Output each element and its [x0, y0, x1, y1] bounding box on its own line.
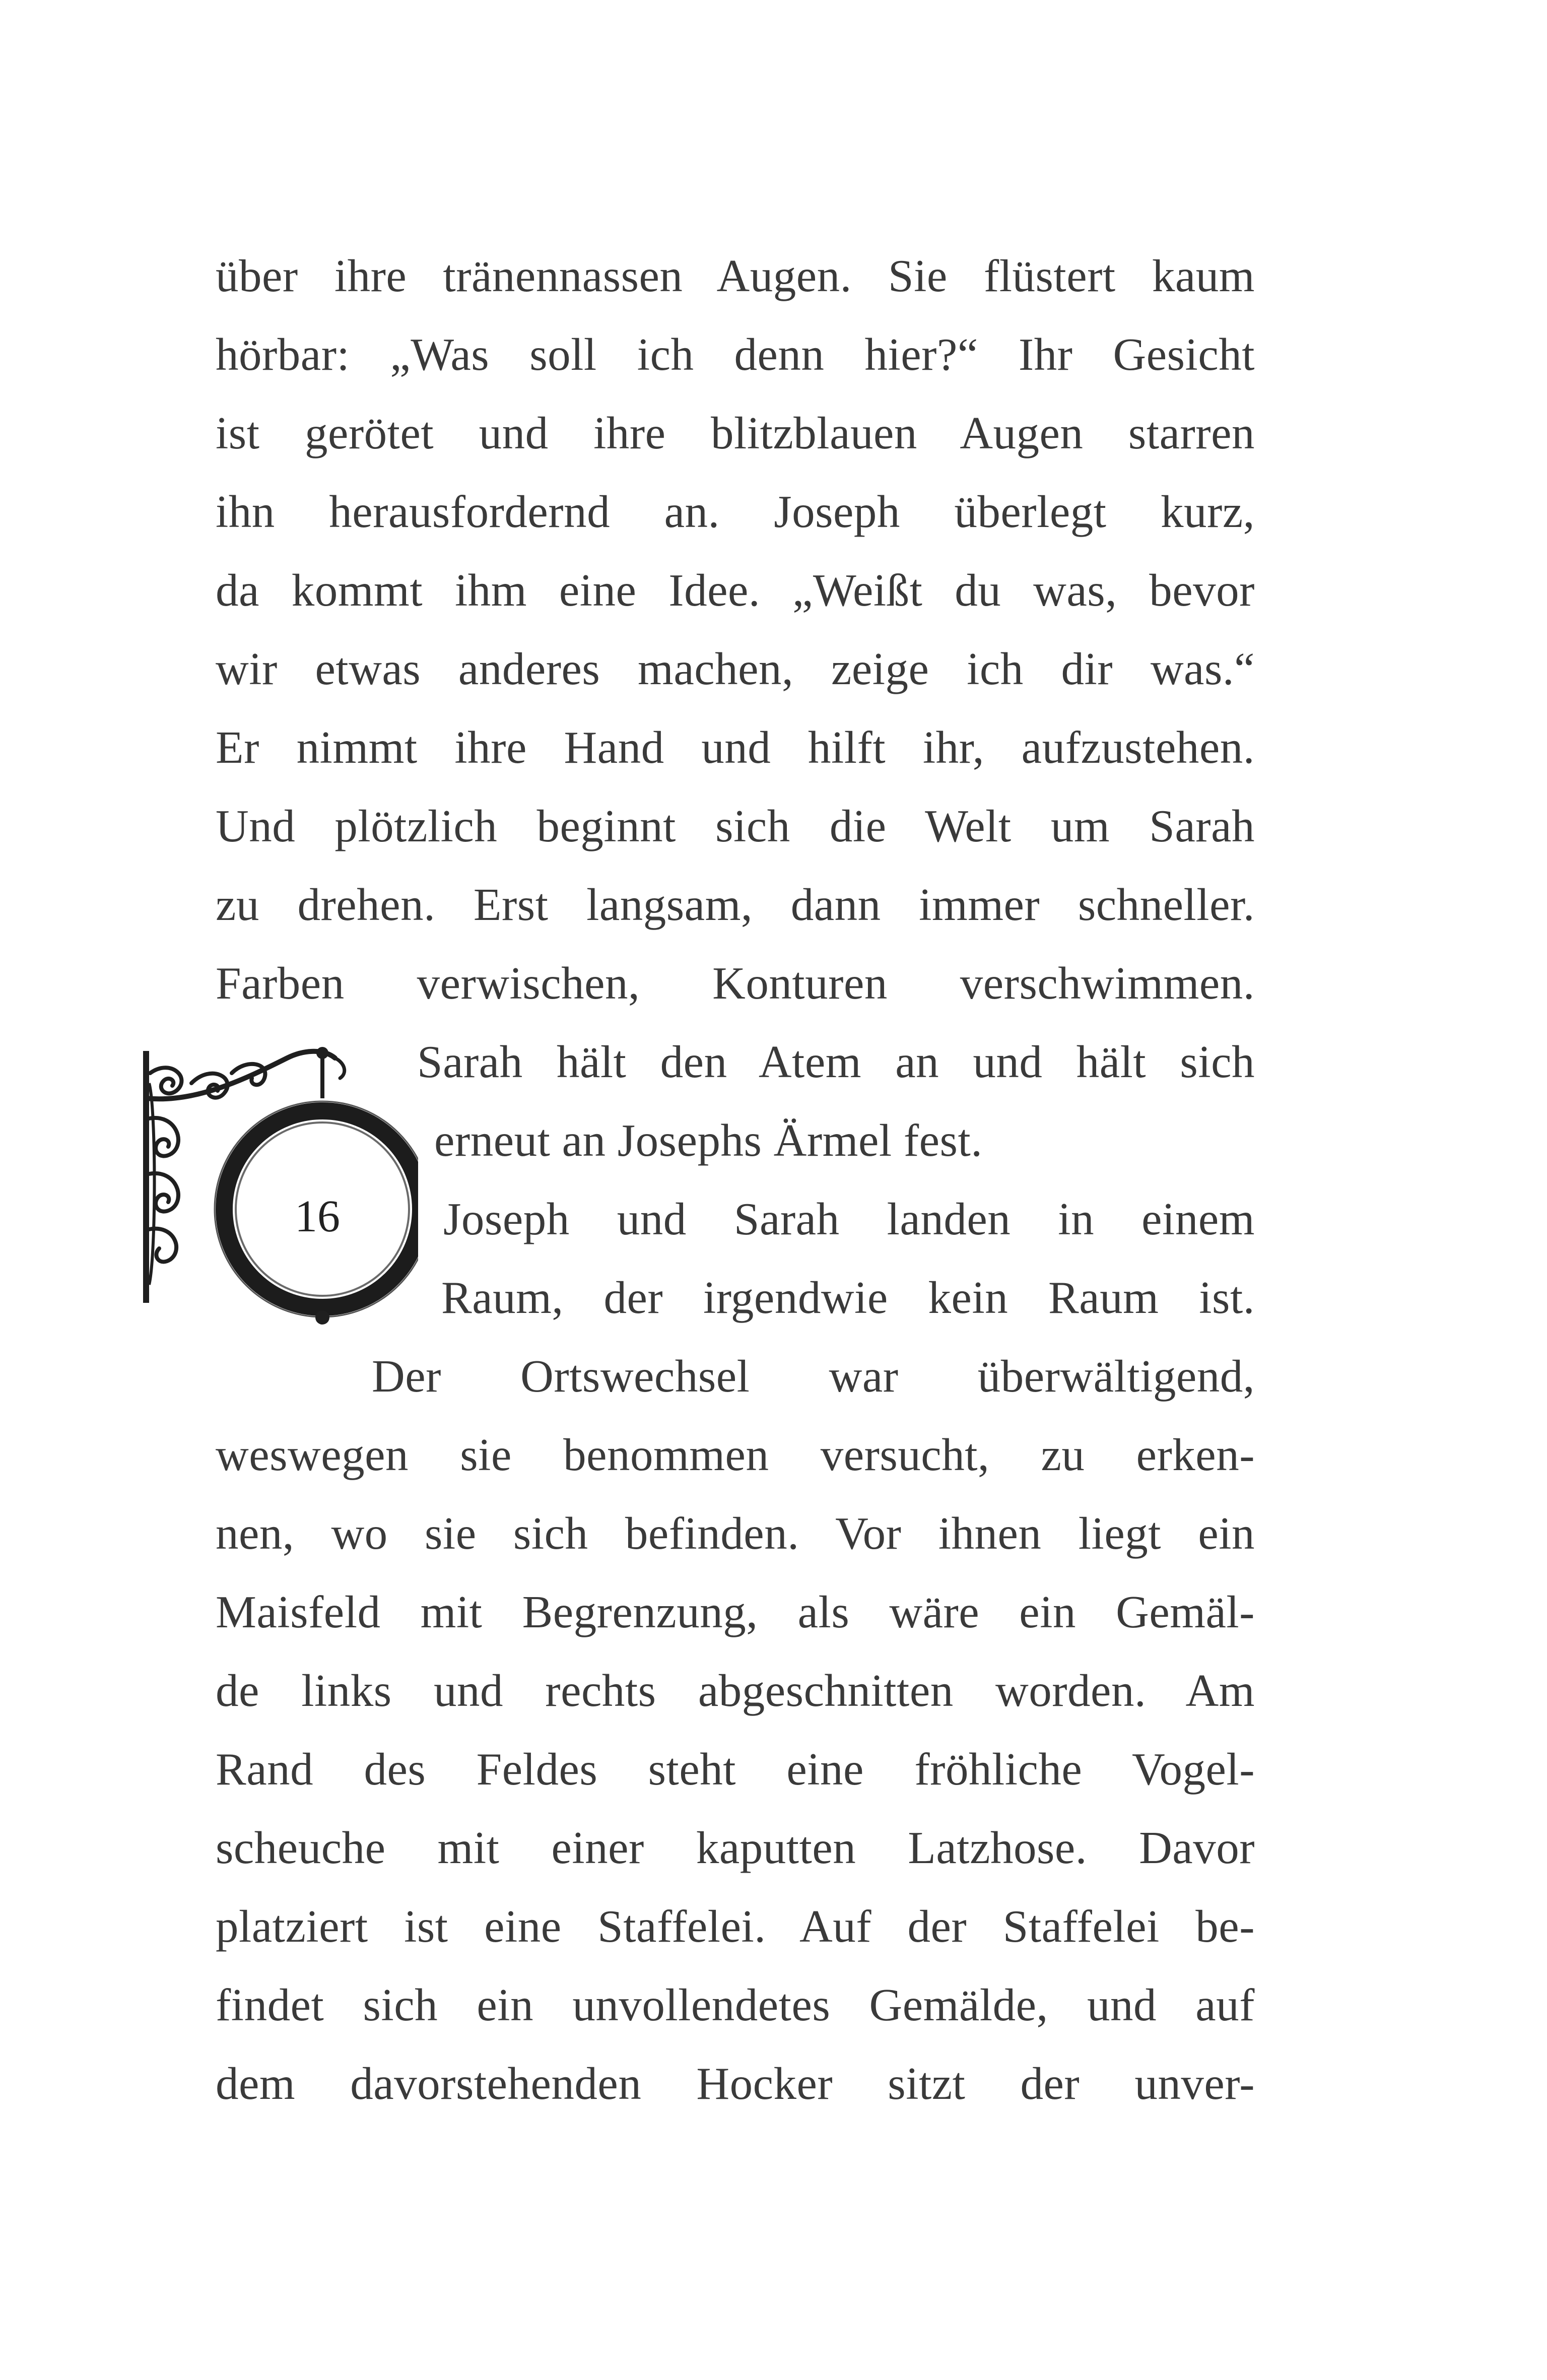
text-line-16: weswegen sie benommen versucht, zu erken-: [216, 1429, 1255, 1480]
text-line-14: Raum, der irgendwie kein Raum ist.: [441, 1272, 1255, 1323]
text-line-8: Und plötzlich beginnt sich die Welt um Sarah: [216, 801, 1255, 851]
text-line-2: hörbar: „Was soll ich denn hier?“ Ihr Gesicht: [216, 329, 1255, 380]
text-line-11: Sarah hält den Atem an und hält sich: [417, 1036, 1255, 1087]
text-line-9: zu drehen. Erst langsam, dann immer schneller.: [216, 879, 1255, 930]
text-line-4: ihn herausfordernd an. Joseph überlegt kurz,: [216, 486, 1255, 537]
text-line-18: Maisfeld mit Begrenzung, als wäre ein Gemäl-: [216, 1586, 1255, 1637]
text-line-15: Der Ortswechsel war überwältigend,: [372, 1351, 1255, 1402]
text-line-23: findet sich ein unvollendetes Gemälde, und auf: [216, 1979, 1255, 2030]
text-line-5: da kommt ihm eine Idee. „Weißt du was, bevor: [216, 565, 1255, 616]
text-line-19: de links und rechts abgeschnitten worden. Am: [216, 1665, 1255, 1716]
text-line-13: Joseph und Sarah landen in einem: [443, 1194, 1255, 1244]
text-line-10: Farben verwischen, Konturen verschwimmen.: [216, 958, 1255, 1009]
text-line-24: dem davorstehenden Hocker sitzt der unver-: [216, 2058, 1255, 2109]
text-line-12: erneut an Josephs Ärmel fest.: [434, 1115, 983, 1166]
text-line-17: nen, wo sie sich befinden. Vor ihnen liegt ein: [216, 1508, 1255, 1559]
text-line-6: wir etwas anderes machen, zeige ich dir was.“: [216, 643, 1255, 694]
text-line-1: über ihre tränennassen Augen. Sie flüstert kaum: [216, 250, 1255, 301]
text-line-7: Er nimmt ihre Hand und hilft ihr, aufzustehen.: [216, 722, 1255, 773]
text-line-3: ist gerötet und ihre blitzblauen Augen starren: [216, 408, 1255, 458]
text-line-22: platziert ist eine Staffelei. Auf der Staffelei be-: [216, 1901, 1255, 1952]
text-line-20: Rand des Feldes steht eine fröhliche Vogel-: [216, 1744, 1255, 1795]
page-number: 16: [295, 1192, 340, 1241]
text-line-21: scheuche mit einer kaputten Latzhose. Davor: [216, 1822, 1255, 1873]
